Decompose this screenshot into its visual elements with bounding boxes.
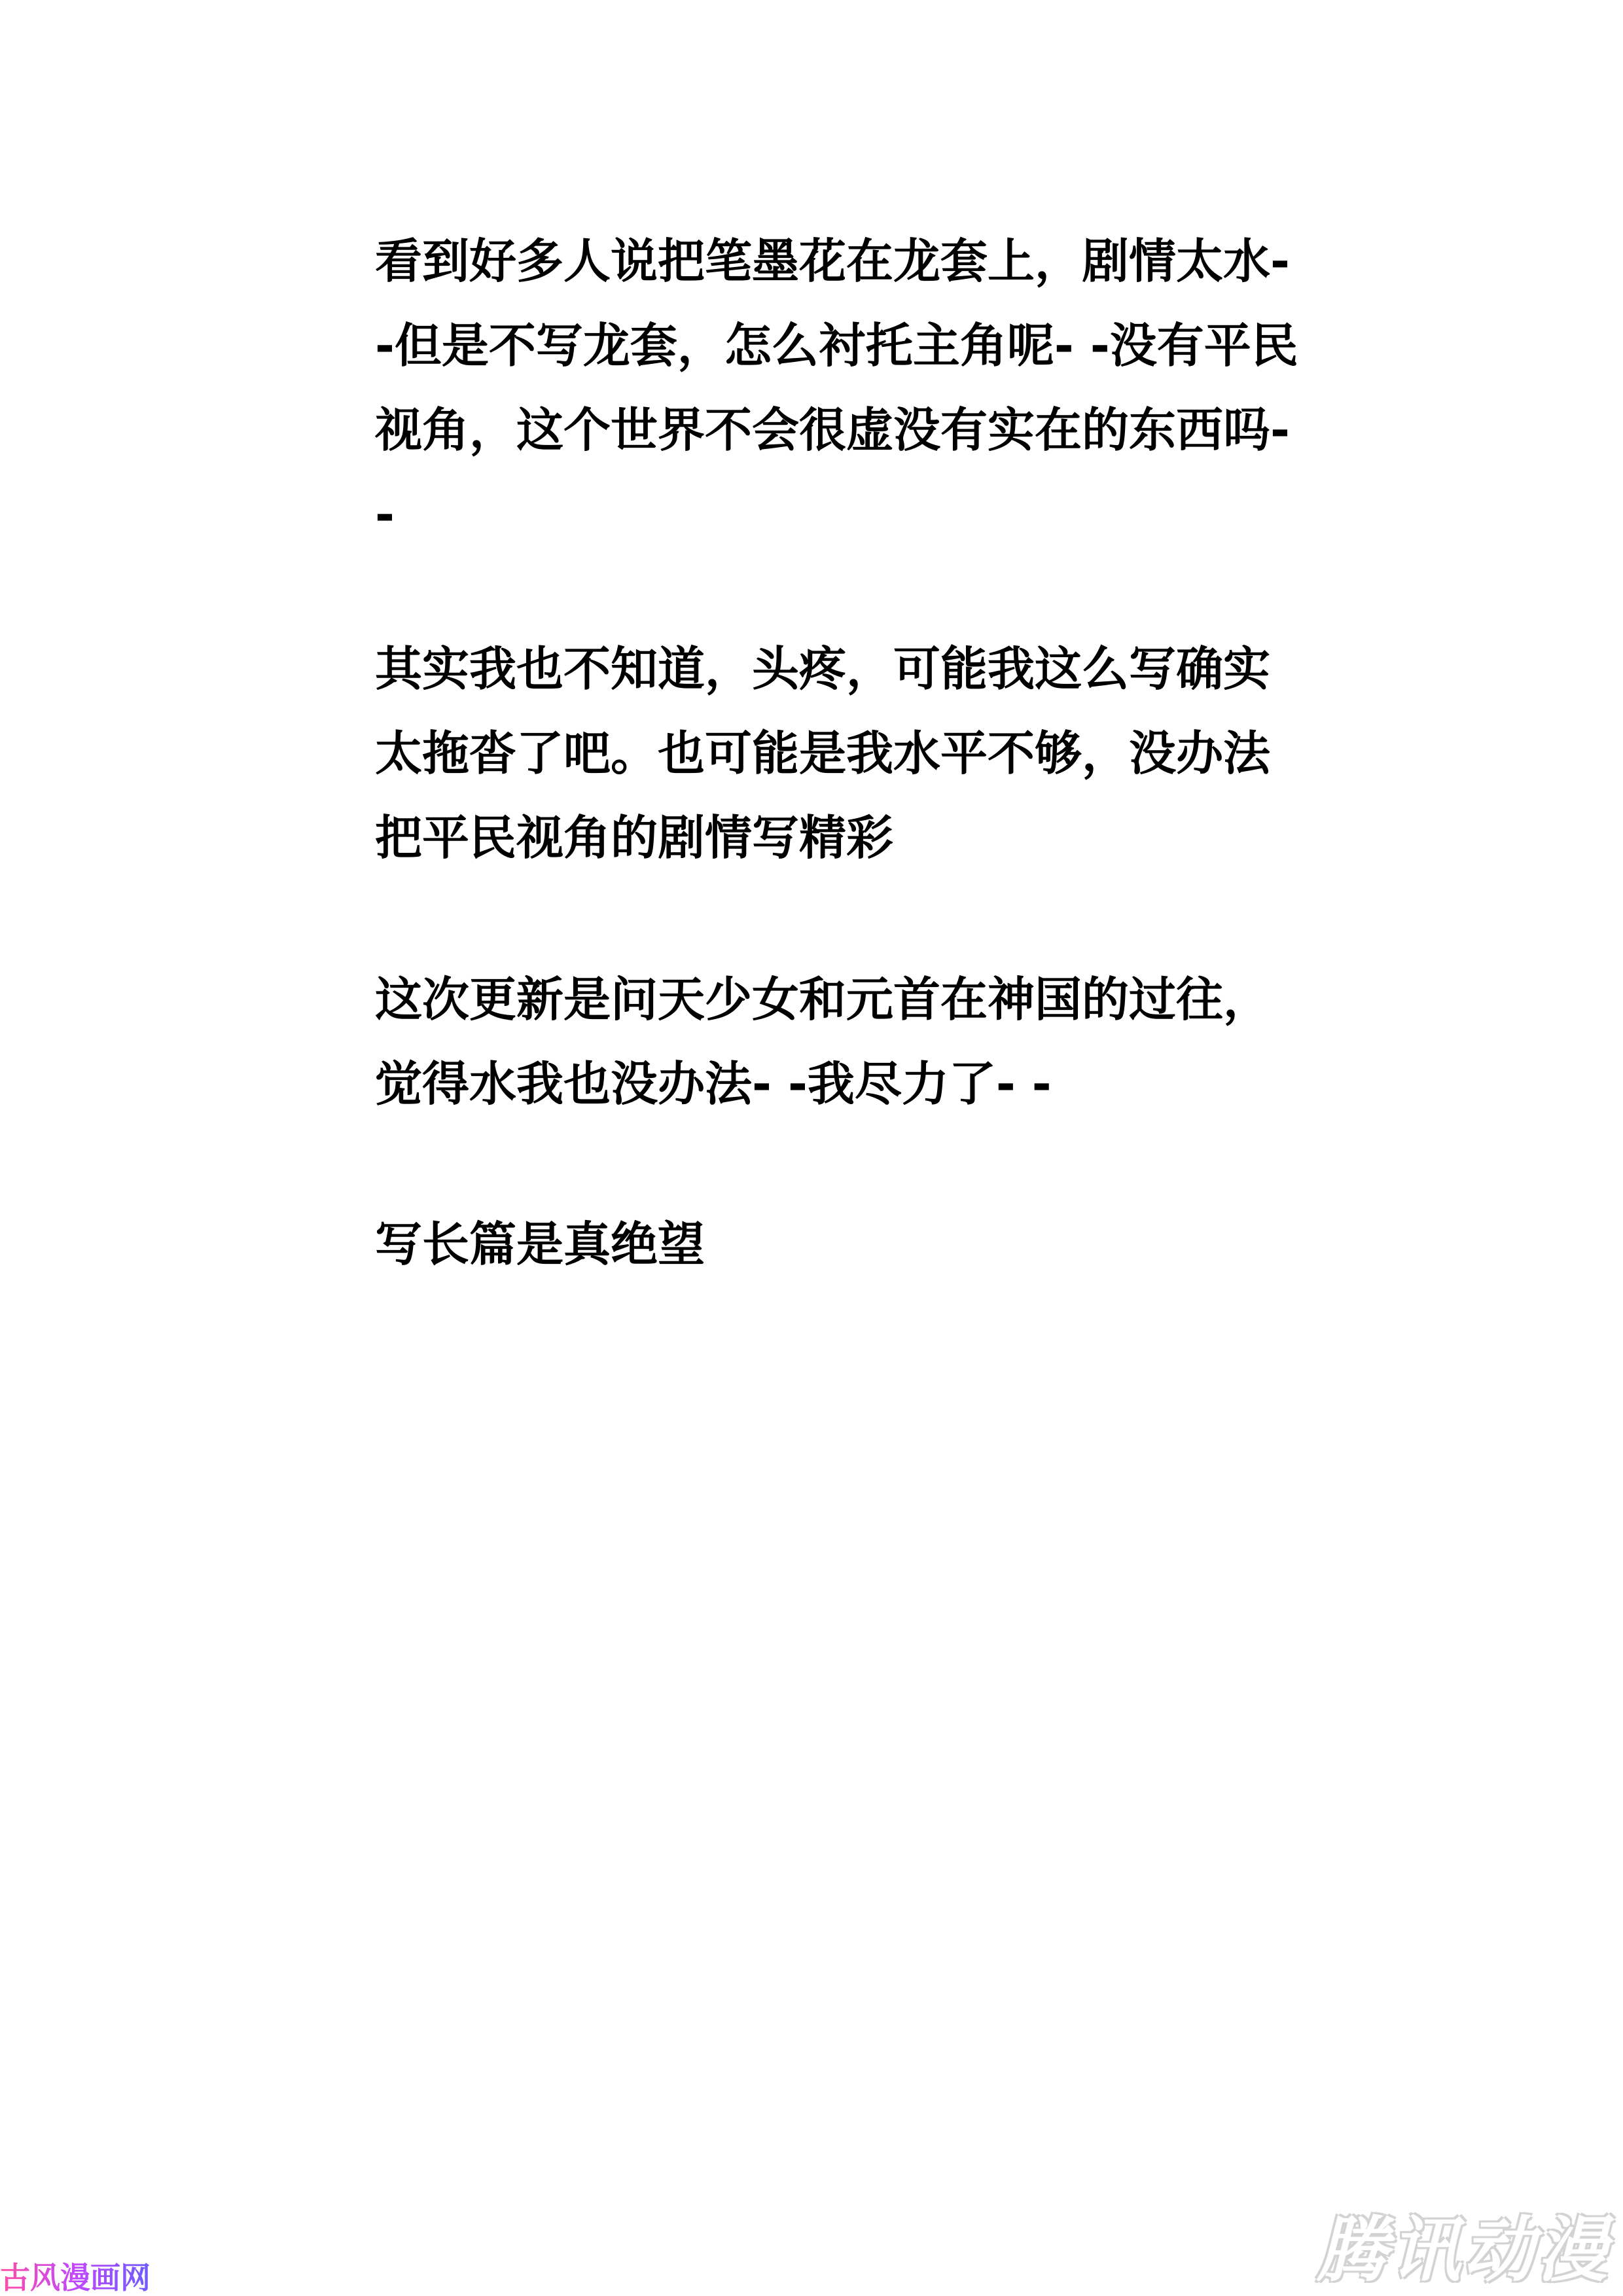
watermark-right-logo: 腾讯动漫 [1316,2210,1610,2291]
watermark-left-logo: 古风漫画网 [0,2260,151,2295]
paragraph-2 [375,627,1304,880]
paragraph-3 [375,958,1304,1126]
text-line: 太拖沓了吧。也可能是我水平不够，没办法 [375,726,1271,781]
text-line: 视角，这个世界不会很虚没有实在的东西吗- [375,403,1290,457]
text-line: 看到好多人说把笔墨花在龙套上，剧情太水- [375,234,1290,289]
paragraph-1 [375,219,1304,557]
text-line: 这次更新是问天少女和元首在神国的过往， [375,972,1271,1027]
text-line: - [375,487,395,542]
text-line: 把平民视角的剧情写精彩 [375,810,894,865]
text-line: -但是不写龙套，怎么衬托主角呢- -没有平民 [375,318,1298,373]
text-line: 写长篇是真绝望 [375,1217,705,1272]
text-line: 觉得水我也没办法- -我尽力了- - [375,1056,1052,1111]
paragraph-4 [375,1202,1304,1287]
text-line: 其实我也不知道，头疼，可能我这么写确实 [375,641,1271,696]
